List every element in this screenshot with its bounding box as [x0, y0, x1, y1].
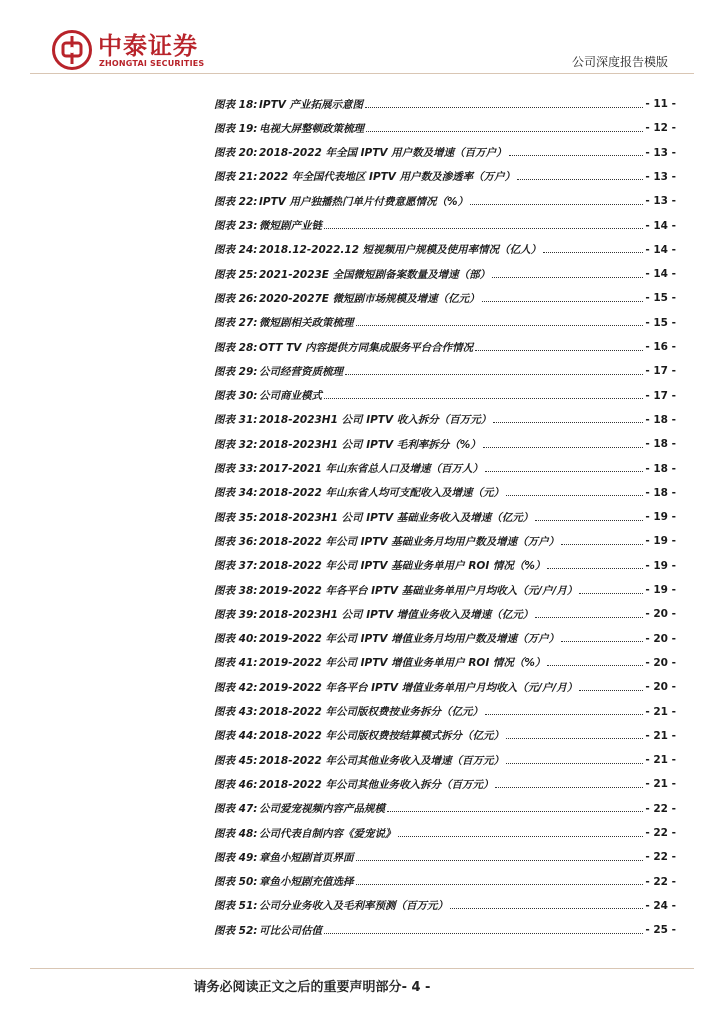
toc-entry[interactable] — [214, 578, 676, 602]
toc-entry-page: - 19 - — [645, 511, 676, 524]
toc-entry[interactable] — [214, 505, 676, 529]
toc-dot-leader — [387, 811, 643, 812]
toc-entry-title: 公司爱宠视频内容产品规模 — [259, 803, 385, 816]
toc-entry-page: - 12 - — [645, 122, 676, 135]
toc-entry-label: 图表 50: — [214, 876, 258, 889]
toc-entry-page: - 20 - — [645, 608, 676, 621]
toc-dot-leader — [483, 447, 644, 448]
toc-entry-label: 图表 27: — [214, 317, 258, 330]
toc-entry[interactable] — [214, 189, 676, 213]
toc-entry-title: 2019-2022 年各平台 IPTV 基础业务单用户月均收入（元/户/月） — [259, 584, 578, 597]
footer-page-number: - 4 - — [401, 980, 431, 995]
toc-entry-title: 微短剧产业链 — [259, 220, 322, 232]
toc-entry-label: 图表 32: — [214, 438, 258, 451]
toc-entry-title: 2018-2023H1 公司 IPTV 收入拆分（百万元） — [259, 414, 492, 427]
toc-entry-page: - 14 - — [645, 243, 676, 256]
toc-entry-title: OTT TV 内容提供方同集成服务平台合作情况 — [259, 341, 474, 354]
zhongtai-logo-icon — [52, 30, 92, 70]
toc-entry-page: - 17 - — [645, 389, 676, 402]
toc-entry-label: 图表 18: — [214, 98, 258, 111]
toc-dot-leader — [470, 204, 643, 205]
toc-entry-title: 2020-2027E 微短剧市场规模及增速（亿元） — [259, 292, 480, 305]
toc-entry-page: - 22 - — [645, 802, 676, 815]
toc-dot-leader — [482, 301, 644, 302]
toc-entry[interactable] — [214, 870, 676, 894]
toc-entry-label: 图表 40: — [214, 633, 258, 646]
toc-entry-page: - 13 - — [645, 195, 676, 208]
toc-dot-leader — [561, 641, 643, 642]
footer-disclaimer: 请务必阅读正文之后的重要声明部分 — [193, 980, 402, 995]
header-divider — [30, 73, 694, 74]
toc-entry-page: - 20 - — [645, 681, 676, 694]
toc-entry-label: 图表 36: — [214, 535, 258, 548]
toc-entry-title: 2018-2022 年公司其他业务收入及增速（百万元） — [259, 754, 504, 767]
toc-entry-title: 章鱼小短剧首页界面 — [259, 851, 354, 864]
toc-entry-label: 图表 34: — [214, 487, 258, 500]
logo-english-name: ZHONGTAI SECURITIES — [99, 59, 205, 68]
toc-dot-leader — [356, 860, 644, 861]
toc-entry-page: - 13 - — [645, 170, 676, 183]
toc-dot-leader — [475, 350, 643, 351]
toc-dot-leader — [543, 252, 643, 253]
toc-entry-page: - 19 - — [645, 535, 676, 548]
toc-dot-leader — [506, 495, 643, 496]
toc-entry-page: - 22 - — [645, 851, 676, 864]
toc-entry[interactable] — [214, 359, 676, 383]
toc-entry-page: - 21 - — [645, 778, 676, 791]
toc-dot-leader — [398, 836, 644, 837]
toc-entry[interactable] — [214, 797, 676, 821]
toc-entry-page: - 18 - — [645, 462, 676, 475]
toc-entry-page: - 18 - — [645, 486, 676, 499]
toc-entry-label: 图表 23: — [214, 220, 258, 232]
toc-entry-label: 图表 19: — [214, 122, 258, 135]
toc-dot-leader — [365, 107, 643, 108]
toc-entry-page: - 24 - — [645, 899, 676, 912]
toc-entry[interactable] — [214, 529, 676, 553]
toc-entry-label: 图表 43: — [214, 706, 258, 718]
toc-entry-title: 章鱼小短剧充值选择 — [259, 876, 354, 889]
toc-entry-page: - 14 - — [645, 219, 676, 232]
toc-entry-page: - 22 - — [645, 827, 676, 839]
toc-entry-label: 图表 52: — [214, 924, 258, 937]
toc-entry-title: 微短剧相关政策梳理 — [259, 317, 354, 330]
toc-dot-leader — [485, 714, 643, 715]
toc-dot-leader — [345, 374, 643, 375]
toc-entry-page: - 22 - — [645, 875, 676, 888]
toc-dot-leader — [356, 884, 644, 885]
toc-dot-leader — [506, 738, 643, 739]
toc-entry-label: 图表 47: — [214, 803, 258, 816]
toc-entry-page: - 15 - — [645, 316, 676, 329]
toc-dot-leader — [506, 763, 643, 764]
toc-dot-leader — [547, 665, 643, 666]
toc-dot-leader — [366, 131, 643, 132]
toc-entry[interactable] — [214, 141, 676, 165]
toc-entry-label: 图表 30: — [214, 390, 258, 403]
toc-entry[interactable] — [214, 627, 676, 651]
toc-entry-title: 2018-2022 年公司版权费按业务拆分（亿元） — [259, 706, 483, 718]
toc-entry-title: 电视大屏整顿政策梳理 — [259, 122, 364, 135]
toc-dot-leader — [509, 155, 644, 156]
toc-entry[interactable] — [214, 384, 676, 408]
toc-entry[interactable] — [214, 602, 676, 626]
toc-entry[interactable] — [214, 748, 676, 772]
toc-entry[interactable] — [214, 651, 676, 675]
toc-entry-label: 图表 31: — [214, 414, 258, 427]
toc-entry[interactable] — [214, 214, 676, 238]
toc-entry-title: 2018.12-2022.12 短视频用户规模及使用率情况（亿人） — [259, 244, 542, 257]
toc-entry-label: 图表 20: — [214, 147, 258, 160]
toc-dot-leader — [324, 398, 643, 399]
toc-entry-title: 2018-2023H1 公司 IPTV 增值业务收入及增速（亿元） — [259, 608, 534, 621]
toc-entry[interactable] — [214, 286, 676, 310]
toc-entry-page: - 20 - — [645, 632, 676, 645]
toc-entry-label: 图表 49: — [214, 851, 258, 864]
toc-dot-leader — [517, 179, 643, 180]
toc-entry[interactable] — [214, 700, 676, 724]
report-type: 公司深度报告模版 — [571, 55, 668, 69]
toc-dot-leader — [356, 325, 644, 326]
toc-entry-page: - 11 - — [645, 98, 676, 110]
toc-entry[interactable] — [214, 554, 676, 578]
toc-entry-label: 图表 26: — [214, 292, 258, 305]
toc-entry-label: 图表 51: — [214, 900, 258, 913]
toc-entry-label: 图表 38: — [214, 584, 258, 597]
toc-dot-leader — [493, 422, 643, 423]
toc-entry[interactable] — [214, 481, 676, 505]
toc-entry-label: 图表 42: — [214, 681, 258, 694]
toc-dot-leader — [535, 617, 643, 618]
toc-entry-title: 2017-2021 年山东省总人口及增速（百万人） — [259, 463, 483, 475]
toc-entry-page: - 13 - — [645, 146, 676, 159]
toc-entry-title: 2018-2022 年全国 IPTV 用户数及增速（百万户） — [259, 147, 507, 160]
toc-dot-leader — [495, 787, 643, 788]
toc-entry-title: 2021-2023E 全国微短剧备案数量及增速（部） — [259, 268, 491, 281]
toc-entry-title: 公司经营资质梳理 — [259, 365, 343, 378]
toc-entry-title: 2018-2022 年公司版权费按结算模式拆分（亿元） — [259, 730, 504, 743]
toc-dot-leader — [535, 520, 643, 521]
toc-dot-leader — [561, 544, 643, 545]
toc-entry-label: 图表 25: — [214, 268, 258, 281]
toc-entry-label: 图表 21: — [214, 171, 258, 184]
toc-entry-label: 图表 45: — [214, 754, 258, 767]
toc-entry-page: - 16 - — [645, 341, 676, 353]
toc-dot-leader — [485, 471, 643, 472]
toc-dot-leader — [579, 690, 643, 691]
toc-entry[interactable] — [214, 894, 676, 918]
toc-entry-title: IPTV 用户独播热门单片付费意愿情况（%） — [259, 195, 469, 208]
toc-dot-leader — [492, 277, 643, 278]
toc-entry-title: 2019-2022 年公司 IPTV 增值业务单用户 ROI 情况（%） — [259, 657, 546, 670]
toc-entry-page: - 20 - — [645, 656, 676, 669]
footer-divider — [30, 968, 694, 969]
toc-entry[interactable] — [214, 116, 676, 140]
logo-chinese-name: 中泰证券 — [98, 32, 198, 60]
toc-entry-label: 图表 46: — [214, 778, 258, 791]
toc-entry[interactable] — [214, 92, 676, 116]
toc-entry-title: 2018-2022 年公司 IPTV 基础业务月均用户数及增速（万户） — [259, 535, 560, 548]
toc-entry[interactable] — [214, 457, 676, 481]
toc-entry-page: - 21 - — [645, 754, 676, 767]
toc-entry-title: IPTV 产业拓展示意图 — [259, 98, 364, 111]
toc-entry-title: 2019-2022 年公司 IPTV 增值业务月均用户数及增速（万户） — [259, 633, 560, 646]
toc-entry-title: 2019-2022 年各平台 IPTV 增值业务单用户月均收入（元/户/月） — [259, 681, 578, 694]
toc-entry[interactable] — [214, 165, 676, 189]
toc-entry-title: 公司代表自制内容《爱宠说》 — [259, 827, 396, 840]
toc-entry[interactable] — [214, 335, 676, 359]
toc-entry-page: - 14 - — [645, 268, 676, 281]
toc-entry-label: 图表 28: — [214, 341, 258, 354]
toc-dot-leader — [450, 908, 643, 909]
toc-entry-label: 图表 22: — [214, 195, 258, 208]
toc-entry[interactable] — [214, 432, 676, 456]
toc-entry[interactable] — [214, 918, 676, 942]
toc-entry-title: 公司商业模式 — [259, 390, 322, 403]
toc-entry-title: 2022 年全国代表地区 IPTV 用户数及渗透率（万户） — [259, 171, 516, 184]
toc-entry-page: - 19 - — [645, 559, 676, 572]
toc-entry[interactable] — [214, 724, 676, 748]
toc-dot-leader — [324, 933, 643, 934]
toc-entry-title: 2018-2022 年公司其他业务收入拆分（百万元） — [259, 778, 494, 791]
toc-entry-label: 图表 41: — [214, 657, 258, 670]
toc-entry-label: 图表 44: — [214, 730, 258, 743]
toc-entry-title: 2018-2022 年公司 IPTV 基础业务单用户 ROI 情况（%） — [259, 560, 546, 573]
toc-entry[interactable] — [214, 772, 676, 796]
toc-entry[interactable] — [214, 238, 676, 262]
toc-entry-label: 图表 29: — [214, 365, 258, 378]
toc-dot-leader — [324, 228, 643, 229]
toc-entry-page: - 21 - — [645, 729, 676, 742]
page-footer — [0, 976, 724, 995]
toc-entry-label: 图表 24: — [214, 244, 258, 257]
company-logo — [52, 30, 222, 74]
toc-entry-label: 图表 37: — [214, 560, 258, 573]
toc-dot-leader — [579, 593, 643, 594]
toc-entry-title: 可比公司估值 — [259, 924, 322, 937]
toc-entry-label: 图表 39: — [214, 608, 258, 621]
toc-entry-page: - 18 - — [645, 413, 676, 426]
toc-entry[interactable] — [214, 821, 676, 845]
toc-entry[interactable] — [214, 675, 676, 699]
toc-entry[interactable] — [214, 311, 676, 335]
toc-entry-label: 图表 48: — [214, 827, 258, 840]
toc-entry-page: - 19 - — [645, 584, 676, 596]
toc-entry[interactable] — [214, 845, 676, 869]
toc-entry-page: - 25 - — [645, 924, 676, 937]
toc-entry[interactable] — [214, 262, 676, 286]
toc-entry-title: 2018-2023H1 公司 IPTV 基础业务收入及增速（亿元） — [259, 511, 534, 524]
page-header — [0, 0, 724, 80]
toc-entry-page: - 15 - — [645, 292, 676, 305]
toc-entry-page: - 18 - — [645, 438, 676, 451]
toc-dot-leader — [547, 568, 643, 569]
toc-entry-title: 2018-2022 年山东省人均可支配收入及增速（元） — [259, 487, 504, 500]
toc-entry-label: 图表 33: — [214, 463, 258, 475]
toc-entry-title: 2018-2023H1 公司 IPTV 毛利率拆分（%） — [259, 438, 481, 451]
toc-entry-title: 公司分业务收入及毛利率预测（百万元） — [259, 900, 448, 913]
toc-entry-page: - 17 - — [645, 365, 676, 378]
toc-entry-page: - 21 - — [645, 705, 676, 718]
toc-entry-label: 图表 35: — [214, 511, 258, 524]
toc-entry[interactable] — [214, 408, 676, 432]
